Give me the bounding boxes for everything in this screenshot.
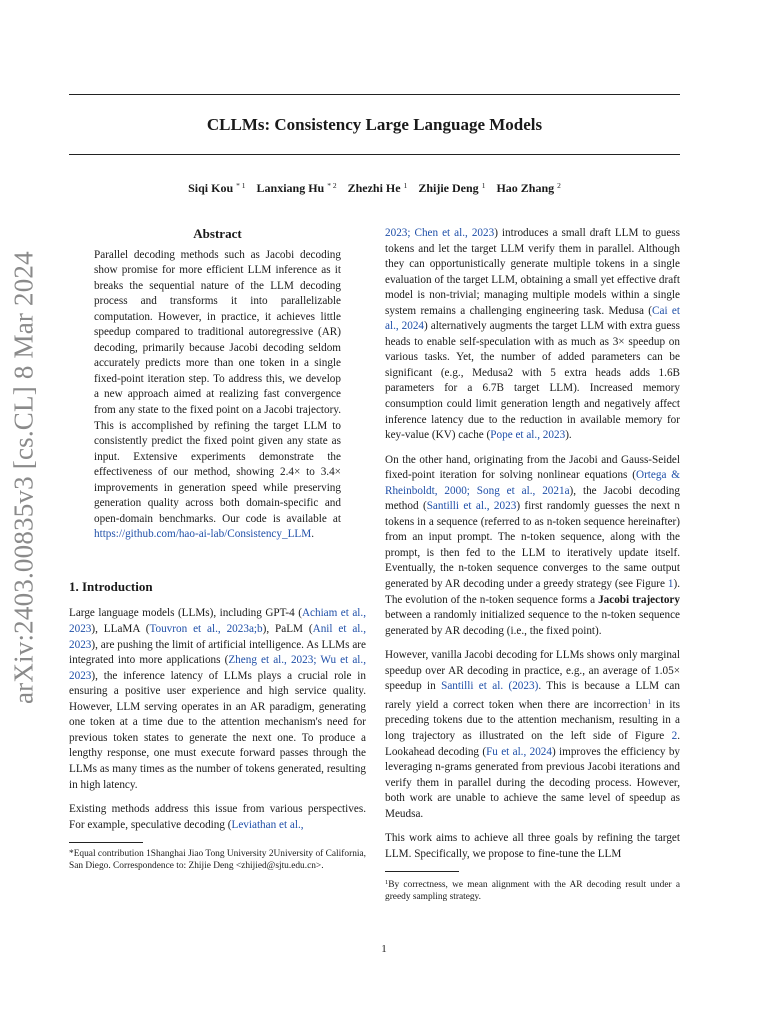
citation-link[interactable]: Leviathan et al., bbox=[231, 818, 304, 831]
citation-link[interactable]: Pope et al., 2023 bbox=[490, 429, 566, 442]
section-heading-introduction: 1. Introduction bbox=[69, 578, 153, 594]
author: Lanxiang Hu $^{* 2}$ bbox=[256, 181, 337, 195]
figure-link[interactable]: 2 bbox=[671, 729, 678, 742]
citation-link[interactable]: Ortega & Rheinboldt, 2000; Song et al., 2021a bbox=[385, 469, 681, 497]
author-list bbox=[69, 181, 680, 196]
citation-link[interactable]: 2023; Chen et al., 2023 bbox=[385, 227, 495, 239]
abstract-heading: Abstract bbox=[193, 226, 242, 241]
citation-link[interactable]: Achiam et al., 2023 bbox=[69, 607, 366, 636]
footnote-rule bbox=[69, 842, 143, 843]
right-column bbox=[385, 226, 680, 903]
footnote-correctness: $^1$By correctness, we mean alignment with the AR decoding result under a greedy sampling strategy. bbox=[385, 879, 680, 903]
footnote-marker[interactable]: 1 bbox=[647, 697, 651, 706]
citation-link[interactable]: Touvron et al., 2023a;b bbox=[149, 623, 263, 636]
abstract-text: Parallel decoding methods such as Jacobi decoding show promise for more efficient LLM inference as it breaks the sequential nature of the LLM decoding process and transforms it into parallelizable computation. However, in practice, it achieves little speedup compared to traditional autoregressive (AR) decoding, primarily because Jacobi decoding seldom accurately predicts more than one token in a single fixed-point iteration step. To address this, we develop a new approach aimed at realizing fast convergence from any state to the fixed point on a Jacobi trajectory. This is accomplished by refining the target LLM to consistently predict the fixed point given any state as input. Extensive experiments demonstrate the effectiveness of our method, showing 2.4× to 3.4× improvements in generation speed while preserving generation quality across both domain-specific and open-domain benchmarks. Our code is available at https://github.com/hao-ai-lab/Consistency_LLM. bbox=[94, 248, 341, 541]
intro-paragraph: On the other hand, originating from the Jacobi and Gauss-Seidel fixed-point iteration for solving nonlinear equations (Ortega & Rheinboldt, 2000; Song et al., 2021a), the Jacobi decoding method (Santilli et al., 2023) first randomly guesses the next n tokens in a sequence (referred to as n-token sequence hereinafter) from an input prompt. The n-token sequence, along with the prompt, is then fed to the LLM to iteratively update itself. Eventually, the n-token sequence converges to the same output generated by AR decoding under a greedy strategy (see Figure 1). The evolution of the n-token sequence forms a Jacobi trajectory between a randomly initialized sequence to the n-token sequence generated by AR decoding (i.e., the fixed point). bbox=[385, 453, 681, 637]
citation-link[interactable]: Cai et al., 2024 bbox=[385, 304, 680, 333]
intro-paragraph: Large language models (LLMs), including GPT-4 (Achiam et al., 2023), LLaMA (Touvron et al., 2023a;b), PaLM (Anil et al., 2023), are pushing the limit of artificial intelligence. As LLMs are integrated into more applications (Zheng et al., 2023; Wu et al., 2023), the inference latency of LLMs plays a crucial role in ensuring a positive user experience and high service quality. However, LLM serving operates in an AR paradigm, generating one token at a time due to the attention mechanism's need for previous token states to generate the next one. To produce a lengthy response, one must execute forward passes through the LLMs as many times as the number of tokens generated, resulting in high latency. bbox=[69, 607, 367, 791]
author: Hao Zhang $^2$ bbox=[496, 181, 561, 195]
left-column bbox=[69, 226, 366, 872]
footnote-rule bbox=[385, 871, 459, 872]
citation-link[interactable]: Anil et al., 2023 bbox=[69, 623, 367, 651]
citation-link[interactable]: Santilli et al. (2023) bbox=[441, 680, 539, 693]
citation-link[interactable]: Fu et al., 2024 bbox=[486, 745, 552, 758]
paper-title: CLLMs: Consistency Large Language Models bbox=[206, 115, 543, 134]
code-link[interactable]: https://github.com/hao-ai-lab/Consistency_LLM bbox=[94, 528, 312, 541]
title-top-rule bbox=[69, 94, 680, 95]
figure-link[interactable]: 1 bbox=[667, 578, 674, 591]
intro-paragraph: 2023; Chen et al., 2023) introduces a small draft LLM to guess tokens and let the target LLM verify them in parallel. Although they can opportunistically generate multiple tokens in a single evaluation of the target LLM, obtaining a small yet effective draft model is non-trivial; managing multiple models within a single system remains a challenging engineering task. Medusa (Cai et al., 2024) alternatively augments the target LLM with extra guess heads to enable self-speculation with as much as 3× speedup on various tasks. Yet, the number of added parameters can be significant (e.g., Medusa2 with 5 extra heads adds 1.6B parameters for a 6.7B target LLM). Increased memory consumption could limit generation length and negatively affect inference latency due to the reduction in available memory for key-value (KV) cache (Pope et al., 2023). bbox=[385, 227, 681, 442]
title-bottom-rule bbox=[69, 154, 680, 155]
author: Zhezhi He $^1$ bbox=[347, 181, 408, 195]
citation-link[interactable]: Zheng et al., 2023; Wu et al., 2023 bbox=[69, 654, 366, 682]
intro-paragraph: This work aims to achieve all three goals by refining the target LLM. Specifically, we propose to fine-tune the LLM bbox=[385, 832, 680, 860]
author: Zhijie Deng $^1$ bbox=[418, 181, 486, 195]
author: Siqi Kou $^{* 1}$ bbox=[188, 181, 246, 195]
page-number: 1 bbox=[381, 943, 387, 955]
citation-link[interactable]: Santilli et al., 2023 bbox=[426, 500, 517, 513]
footnote-affiliations: *Equal contribution 1Shanghai Jiao Tong University 2University of California, San Diego. Correspondence to: Zhijie Deng <zhijied@sjtu.edu.cn>. bbox=[69, 848, 366, 871]
intro-paragraph: Existing methods address this issue from various perspectives. For example, speculative decoding (Leviathan et al., bbox=[69, 803, 366, 831]
intro-paragraph: However, vanilla Jacobi decoding for LLMs shows only marginal speedup over AR decoding in practice, e.g., an average of 1.05× speedup in Santilli et al. (2023). This is because a LLM can rarely yield a correct token when there are incorrection$^1$ in its preceding tokens due to the attention mechanism, resulting in a long trajectory as illustrated on the left side of Figure 2. Lookahead decoding (Fu et al., 2024) improves the efficiency by leveraging n-grams generated from previous Jacobi iterations and verify them in parallel during the decoding process. However, both work are unable to achieve the same level of speedup as Meudsa. bbox=[385, 649, 681, 820]
